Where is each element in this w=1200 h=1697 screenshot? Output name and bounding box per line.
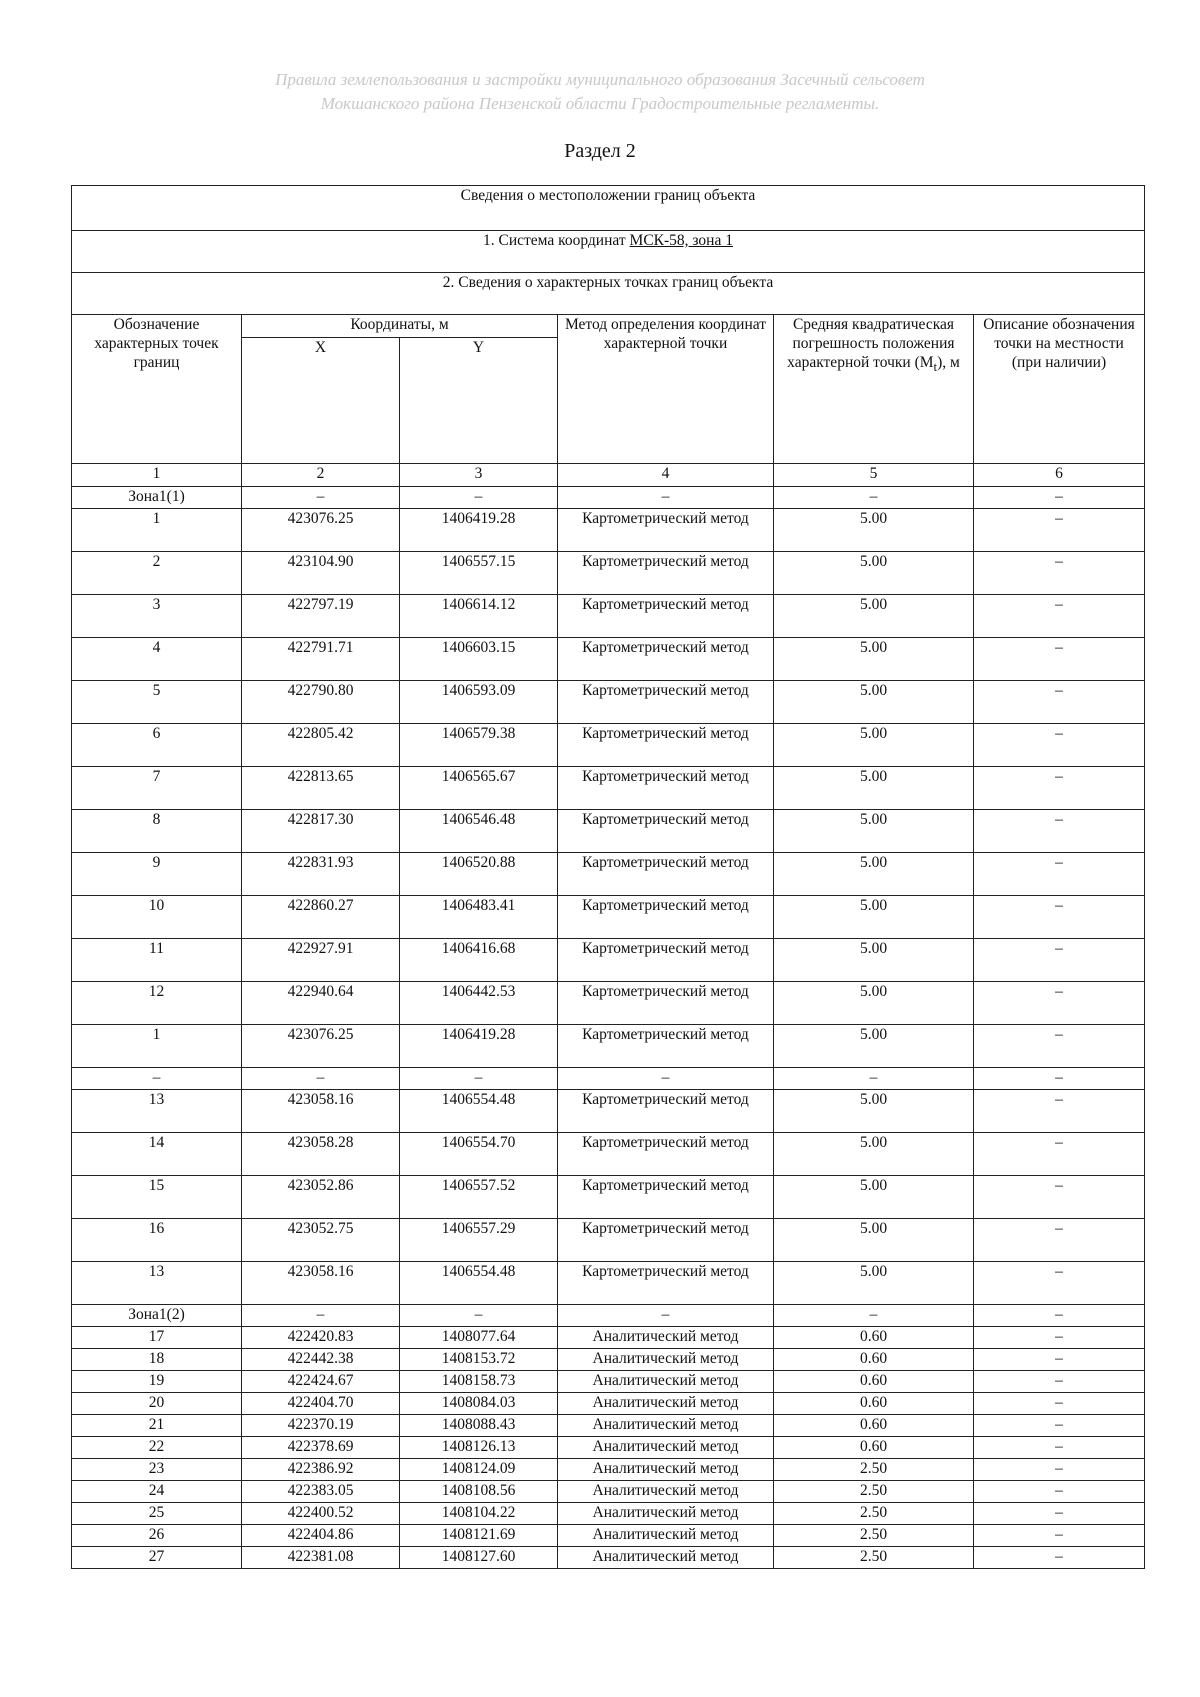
point-number: 6 [72, 724, 242, 767]
table-row [72, 1459, 1145, 1481]
table-row [72, 681, 1145, 724]
description: – [974, 1525, 1145, 1547]
table-row [72, 896, 1145, 939]
coord-x: 422831.93 [242, 853, 400, 896]
table-row [72, 1503, 1145, 1525]
point-number: 8 [72, 810, 242, 853]
description: – [974, 1327, 1145, 1349]
error: 5.00 [774, 982, 974, 1025]
coord-y: 1406579.38 [400, 724, 558, 767]
coord-x: 422813.65 [242, 767, 400, 810]
column-number: 6 [974, 464, 1145, 487]
description: – [974, 939, 1145, 982]
point-number: 23 [72, 1459, 242, 1481]
point-number: 2 [72, 552, 242, 595]
description: – [974, 1025, 1145, 1068]
coord-y: 1406520.88 [400, 853, 558, 896]
point-number: 9 [72, 853, 242, 896]
coord-y: 1406442.53 [400, 982, 558, 1025]
method: Аналитический метод [558, 1415, 774, 1437]
coord-y: 1408121.69 [400, 1525, 558, 1547]
method: Аналитический метод [558, 1459, 774, 1481]
coord-x: 422805.42 [242, 724, 400, 767]
table-row [72, 853, 1145, 896]
table-row [72, 982, 1145, 1025]
error: 0.60 [774, 1349, 974, 1371]
coord-y: 1406557.15 [400, 552, 558, 595]
error: 2.50 [774, 1481, 974, 1503]
method: Картометрический метод [558, 982, 774, 1025]
dash-cell: – [242, 1068, 400, 1090]
coord-x: 422404.86 [242, 1525, 400, 1547]
table-row [72, 1025, 1145, 1068]
coord-y: 1408127.60 [400, 1547, 558, 1569]
dash-cell: – [400, 1068, 558, 1090]
point-number: 16 [72, 1219, 242, 1262]
zone-1-2-row [72, 1305, 1145, 1327]
table-title-row [72, 186, 1145, 231]
coord-y: 1406554.48 [400, 1262, 558, 1305]
coord-y: 1406557.52 [400, 1176, 558, 1219]
method: Картометрический метод [558, 1176, 774, 1219]
coord-y: 1406554.48 [400, 1090, 558, 1133]
column-number: 4 [558, 464, 774, 487]
point-number: 17 [72, 1327, 242, 1349]
table-row [72, 1437, 1145, 1459]
description: – [974, 1503, 1145, 1525]
dash-cell: – [974, 487, 1145, 509]
error: 0.60 [774, 1371, 974, 1393]
table-row [72, 1262, 1145, 1305]
coord-x: 422927.91 [242, 939, 400, 982]
table-row [72, 1349, 1145, 1371]
boundary-points-table [71, 185, 1145, 1569]
coord-x: 422790.80 [242, 681, 400, 724]
coord-x: 423104.90 [242, 552, 400, 595]
coord-x: 423076.25 [242, 509, 400, 552]
coord-y: 1408124.09 [400, 1459, 558, 1481]
method: Аналитический метод [558, 1481, 774, 1503]
error: 5.00 [774, 1025, 974, 1068]
point-number: 1 [72, 509, 242, 552]
point-number: 7 [72, 767, 242, 810]
description: – [974, 1090, 1145, 1133]
error: 5.00 [774, 939, 974, 982]
method: Картометрический метод [558, 638, 774, 681]
method: Аналитический метод [558, 1525, 774, 1547]
error: 5.00 [774, 1219, 974, 1262]
method: Аналитический метод [558, 1547, 774, 1569]
method: Аналитический метод [558, 1371, 774, 1393]
coord-x: 423058.16 [242, 1262, 400, 1305]
column-number: 2 [242, 464, 400, 487]
method: Картометрический метод [558, 896, 774, 939]
description: – [974, 810, 1145, 853]
coord-y: 1406614.12 [400, 595, 558, 638]
error: 5.00 [774, 681, 974, 724]
coord-y: 1406554.70 [400, 1133, 558, 1176]
description: – [974, 724, 1145, 767]
error: 2.50 [774, 1525, 974, 1547]
table-row [72, 1481, 1145, 1503]
dash-cell: – [974, 1068, 1145, 1090]
table-row [72, 1393, 1145, 1415]
table-row [72, 724, 1145, 767]
table-row [72, 1133, 1145, 1176]
description: – [974, 638, 1145, 681]
coord-y: 1408153.72 [400, 1349, 558, 1371]
coord-x: 422370.19 [242, 1415, 400, 1437]
point-number: 20 [72, 1393, 242, 1415]
coord-y: 1408104.22 [400, 1503, 558, 1525]
table-row [72, 1090, 1145, 1133]
error: 2.50 [774, 1503, 974, 1525]
coord-x: 422817.30 [242, 810, 400, 853]
error: 5.00 [774, 595, 974, 638]
table-row [72, 810, 1145, 853]
error: 5.00 [774, 853, 974, 896]
point-number: 22 [72, 1437, 242, 1459]
point-number: 5 [72, 681, 242, 724]
description: – [974, 1176, 1145, 1219]
section-title: Раздел 2 [564, 140, 636, 162]
dash-cell: – [774, 1068, 974, 1090]
error: 0.60 [774, 1327, 974, 1349]
error: 5.00 [774, 1090, 974, 1133]
coord-y: 1406603.15 [400, 638, 558, 681]
header-error-sub: t [933, 359, 938, 375]
method: Аналитический метод [558, 1437, 774, 1459]
header-coords: Координаты, м [242, 315, 558, 338]
error: 5.00 [774, 810, 974, 853]
point-number: 13 [72, 1090, 242, 1133]
error: 2.50 [774, 1547, 974, 1569]
method: Аналитический метод [558, 1393, 774, 1415]
method: Картометрический метод [558, 810, 774, 853]
point-number: 14 [72, 1133, 242, 1176]
error: 5.00 [774, 896, 974, 939]
coord-y: 1408084.03 [400, 1393, 558, 1415]
description: – [974, 1437, 1145, 1459]
header-error-text: Средняя квадратическая погрешность положения характерной точки (M [787, 316, 955, 371]
coord-y: 1408077.64 [400, 1327, 558, 1349]
error: 0.60 [774, 1415, 974, 1437]
description: – [974, 1481, 1145, 1503]
separator-row [72, 1068, 1145, 1090]
description: – [974, 1349, 1145, 1371]
document-header [0, 68, 1200, 116]
zone-1-1-row [72, 487, 1145, 509]
description: – [974, 767, 1145, 810]
method: Картометрический метод [558, 939, 774, 982]
table-row [72, 638, 1145, 681]
dash-cell: – [558, 1305, 774, 1327]
coord-y: 1406593.09 [400, 681, 558, 724]
method: Аналитический метод [558, 1327, 774, 1349]
dash-cell: – [774, 487, 974, 509]
table-row [72, 552, 1145, 595]
error: 0.60 [774, 1393, 974, 1415]
coord-x: 422381.08 [242, 1547, 400, 1569]
table-row [72, 595, 1145, 638]
error: 5.00 [774, 552, 974, 595]
point-number: 24 [72, 1481, 242, 1503]
coord-x: 423058.28 [242, 1133, 400, 1176]
point-number: 13 [72, 1262, 242, 1305]
coord-y: 1408088.43 [400, 1415, 558, 1437]
table-row [72, 1219, 1145, 1262]
zone-label: Зона1(1) [72, 487, 242, 509]
method: Картометрический метод [558, 1219, 774, 1262]
method: Картометрический метод [558, 1133, 774, 1176]
coord-x: 422386.92 [242, 1459, 400, 1481]
method: Картометрический метод [558, 724, 774, 767]
description: – [974, 1393, 1145, 1415]
method: Картометрический метод [558, 681, 774, 724]
description: – [974, 552, 1145, 595]
error: 5.00 [774, 509, 974, 552]
error: 5.00 [774, 638, 974, 681]
error: 5.00 [774, 767, 974, 810]
coord-x: 422940.64 [242, 982, 400, 1025]
method: Картометрический метод [558, 767, 774, 810]
table-row [72, 1547, 1145, 1569]
header-y: Y [400, 338, 558, 464]
header-line-2: Мокшанского района Пензенской области Градостроительные регламенты. [320, 94, 880, 113]
description: – [974, 896, 1145, 939]
point-number: 12 [72, 982, 242, 1025]
description: – [974, 982, 1145, 1025]
point-number: 4 [72, 638, 242, 681]
method: Картометрический метод [558, 1090, 774, 1133]
error: 5.00 [774, 724, 974, 767]
column-number: 5 [774, 464, 974, 487]
method: Картометрический метод [558, 595, 774, 638]
description: – [974, 1371, 1145, 1393]
coord-x: 422400.52 [242, 1503, 400, 1525]
description: – [974, 853, 1145, 896]
error: 2.50 [774, 1459, 974, 1481]
column-number: 3 [400, 464, 558, 487]
coord-x: 422383.05 [242, 1481, 400, 1503]
coord-x: 422378.69 [242, 1437, 400, 1459]
table-row [72, 1525, 1145, 1547]
table-row [72, 939, 1145, 982]
point-number: 27 [72, 1547, 242, 1569]
method: Картометрический метод [558, 552, 774, 595]
coord-x: 423076.25 [242, 1025, 400, 1068]
point-number: 25 [72, 1503, 242, 1525]
description: – [974, 681, 1145, 724]
dash-cell: – [242, 1305, 400, 1327]
point-number: 18 [72, 1349, 242, 1371]
header-description: Описание обозначения точки на местности (при наличии) [974, 315, 1145, 464]
coord-x: 422420.83 [242, 1327, 400, 1349]
coord-x: 422797.19 [242, 595, 400, 638]
point-number: 21 [72, 1415, 242, 1437]
dash-cell: – [242, 487, 400, 509]
coord-system-cell [72, 231, 1145, 273]
dash-cell: – [558, 1068, 774, 1090]
table-row [72, 1327, 1145, 1349]
points-heading-row [72, 273, 1145, 315]
header-row-top [72, 315, 1145, 338]
header-x: X [242, 338, 400, 464]
coord-x: 423052.86 [242, 1176, 400, 1219]
point-number: 15 [72, 1176, 242, 1219]
description: – [974, 1415, 1145, 1437]
error: 5.00 [774, 1262, 974, 1305]
column-numbers-row [72, 464, 1145, 487]
header-point: Обозначение характерных точек границ [72, 315, 242, 464]
coord-y: 1406546.48 [400, 810, 558, 853]
description: – [974, 1262, 1145, 1305]
error: 5.00 [774, 1133, 974, 1176]
coord-x: 422424.67 [242, 1371, 400, 1393]
point-number: 26 [72, 1525, 242, 1547]
description: – [974, 509, 1145, 552]
table-row [72, 767, 1145, 810]
description: – [974, 1133, 1145, 1176]
table-title: Сведения о местоположении границ объекта [72, 186, 1145, 231]
dash-cell: – [400, 487, 558, 509]
points-heading: 2. Сведения о характерных точках границ объекта [72, 273, 1145, 315]
error: 0.60 [774, 1437, 974, 1459]
dash-cell: – [400, 1305, 558, 1327]
description: – [974, 1547, 1145, 1569]
method: Картометрический метод [558, 853, 774, 896]
table-row [72, 509, 1145, 552]
dash-cell: – [558, 487, 774, 509]
header-method: Метод определения координат характерной точки [558, 315, 774, 464]
coord-y: 1408158.73 [400, 1371, 558, 1393]
dash-cell: – [774, 1305, 974, 1327]
coord-y: 1406416.68 [400, 939, 558, 982]
method: Аналитический метод [558, 1349, 774, 1371]
header-error-suffix: ), м [937, 354, 960, 371]
method: Картометрический метод [558, 509, 774, 552]
method: Картометрический метод [558, 1025, 774, 1068]
column-number: 1 [72, 464, 242, 487]
coord-x: 422404.70 [242, 1393, 400, 1415]
coord-y: 1406565.67 [400, 767, 558, 810]
zone-label: Зона1(2) [72, 1305, 242, 1327]
coord-x: 423052.75 [242, 1219, 400, 1262]
point-number: 19 [72, 1371, 242, 1393]
method: Картометрический метод [558, 1262, 774, 1305]
point-number: 3 [72, 595, 242, 638]
point-number: 10 [72, 896, 242, 939]
header-error [774, 315, 974, 464]
coord-x: 423058.16 [242, 1090, 400, 1133]
description: – [974, 1219, 1145, 1262]
method: Аналитический метод [558, 1503, 774, 1525]
coord-x: 422860.27 [242, 896, 400, 939]
coord-y: 1408108.56 [400, 1481, 558, 1503]
error: 5.00 [774, 1176, 974, 1219]
description: – [974, 1459, 1145, 1481]
coord-y: 1406419.28 [400, 1025, 558, 1068]
coord-x: 422442.38 [242, 1349, 400, 1371]
coord-system-value: МСК-58, зона 1 [629, 232, 733, 249]
coord-system-row [72, 231, 1145, 273]
coord-y: 1406483.41 [400, 896, 558, 939]
coord-y: 1406419.28 [400, 509, 558, 552]
dash-cell: – [974, 1305, 1145, 1327]
coord-x: 422791.71 [242, 638, 400, 681]
description: – [974, 595, 1145, 638]
point-number: 1 [72, 1025, 242, 1068]
coord-y: 1406557.29 [400, 1219, 558, 1262]
coord-system-prefix: 1. Система координат [483, 232, 630, 249]
zone-label: – [72, 1068, 242, 1090]
table-row [72, 1176, 1145, 1219]
header-line-1: Правила землепользования и застройки муниципального образования Засечный сельсовет [275, 70, 925, 89]
coord-y: 1408126.13 [400, 1437, 558, 1459]
table-row [72, 1371, 1145, 1393]
table-row [72, 1415, 1145, 1437]
point-number: 11 [72, 939, 242, 982]
